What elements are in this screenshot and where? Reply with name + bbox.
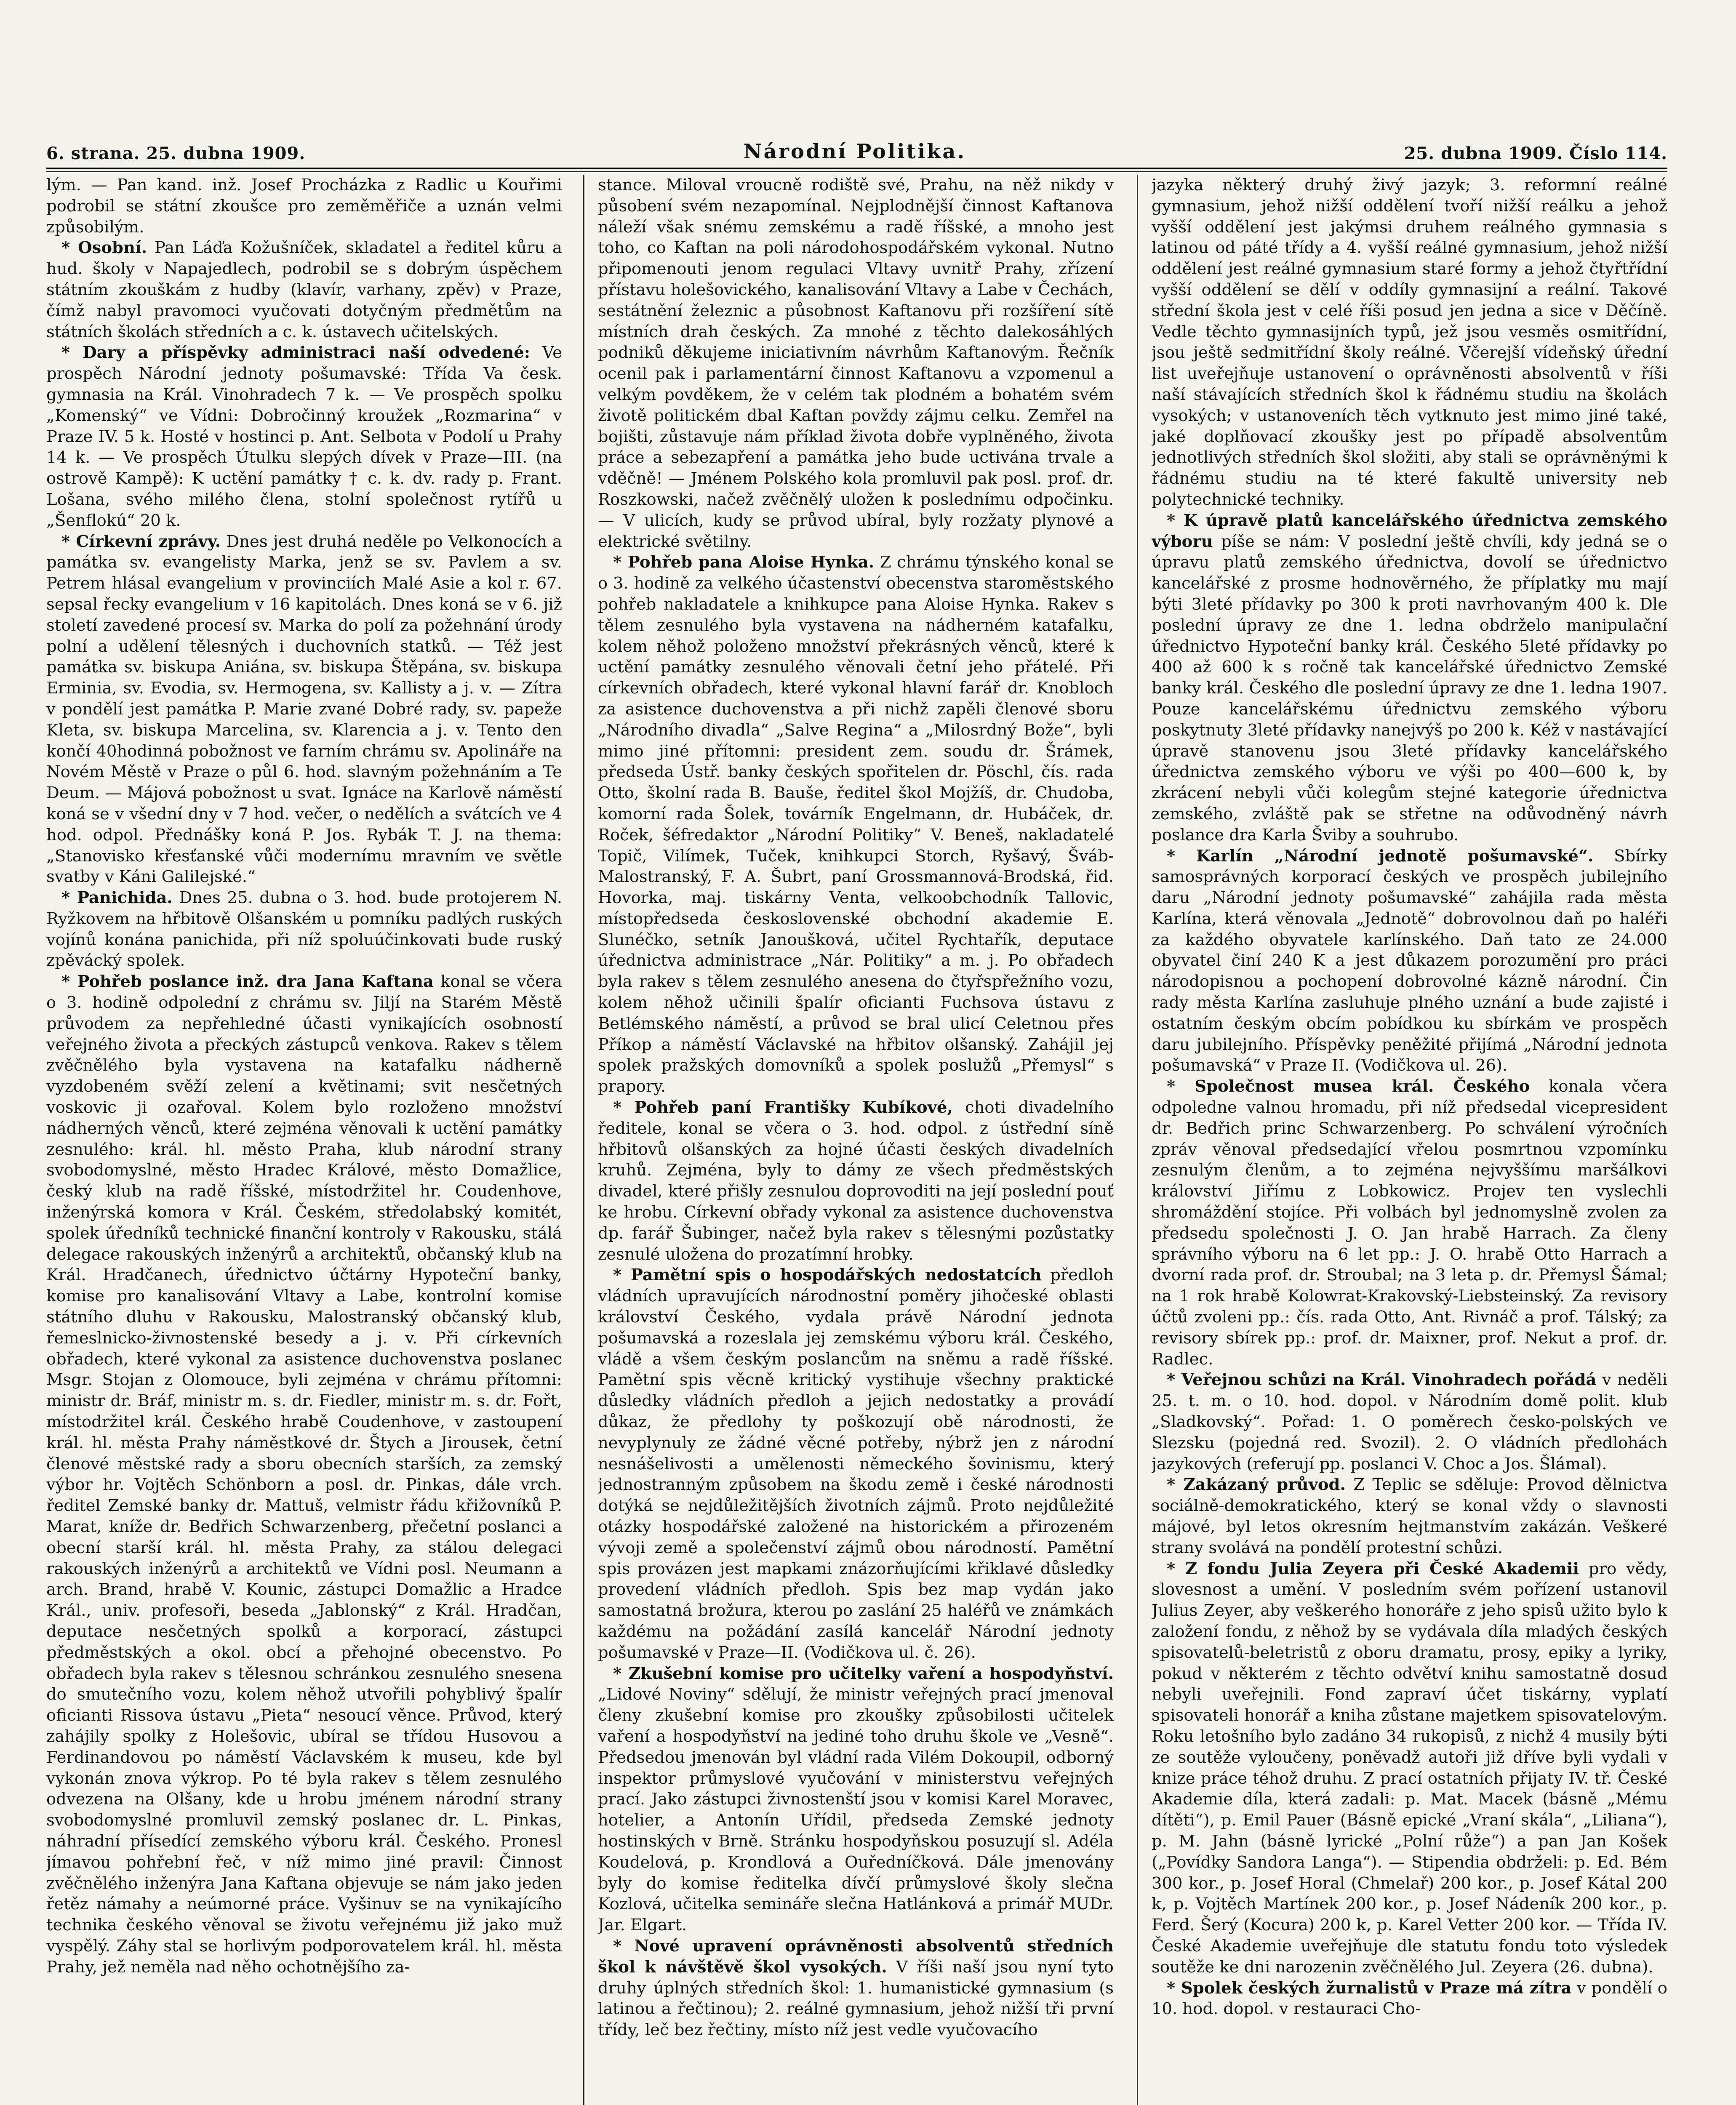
article-heading: * Osobní.	[61, 238, 147, 258]
article-text: konal se včera o 3. hodině odpolední z chrámu sv. Jiljí na Starém Městě průvodem za nepřehledné účasti vynikajících osobností veřejného života a přeckých zástupců venkova. Rakev s tělem zvěčnělého byla vystavena na katafalku nádherně vyzdobeném svěží zelení a květinami; svit nesčetných voskovic ji ozařoval. Kolem bylo rozloženo množství nádherných věnců, které zejména věnovali k uctění památky zesnulého: král. hl. město Praha, klub národní strany svobodomyslné, město Hradec Králové, město Domažlice, český klub na radě říšské, místodržitel hr. Coudenhove, inženýrská komora v Král. Českém, středolabský komitét, spolek úředníků technické finanční kontroly v Rakousku, stálá delegace rakouských inženýrů a architektů, občanský klub na Král. Hradčanech, úřednictvo účtárny Hypoteční banky, komise pro kanalisování Vltavy a Labe, kontrolní komise státního dluhu v Rakousku, Malostranský občanský klub, řemeslnicko-živnostenské besedy a j. v. Při církevních obřadech, které vykonal za asistence duchovenstva poslanec Msgr. Stojan z Olomouce, byli zejména v chrámu přítomni: ministr dr. Bráf, ministr m. s. dr. Fiedler, ministr m. s. dr. Fořt, místodržitel král. Českého hrabě Coudenhove, v zastoupení král. hl. města Prahy náměstkové dr. Štych a Jirousek, četní členové městské rady a sboru obecních starších, za zemský výbor hr. Vojtěch Schönborn a posl. dr. Pinkas, dále vrch. ředitel Zemské banky dr. Mattuš, velmistr řádu křižovníků P. Marat, kníže dr. Bedřich Schwarzenberg, přečetní poslanci a obecní starší král. hl. města Prahy, za stálou delegaci rakouských inženýrů a architektů ve Vídni posl. Neumann a arch. Brand, hrabě V. Kounic, zástupci Domažlic a Hradce Král., univ. profesoři, beseda „Jablonský“ z Král. Hradčan, deputace nesčetných spolků a korporací, zástupci předměstských a okol. obcí a přehojné obecenstvo. Po obřadech byla rakev s tělesnou schránkou zesnulého snesena do smutečního vozu, kolem něhož utvořili pohyblivý špalír oficianti Rissova ústavu „Pieta“ nesoucí věnce. Průvod, který zahájily spolky z Holešovic, ubíral se třídou Husovou a Ferdinandovou po náměstí Václavském k museu, kde byl vykonán znova výkrop. Po té byla rakev s tělem zesnulého odvezena na Olšany, kde u hrobu jménem národní strany svobodomyslné promluvil zemský poslanec dr. L. Pinkas, náhradní přísedící zemského výboru král. Českého. Pronesl jímavou pohřební řeč, v níž mimo jiné pravil: Činnost zvěčnělého inženýra Jana Kaftana objevuje se nám jako jeden řetěz námahy a neúmorné práce. Vyšinuv se na vynikajícího technika českého věnoval se životu veřejnému již jako muž vyspělý. Záhy stal se horlivým podporovatelem král. hl. města Prahy, jež neměla nad něho ochotnějšího za-	[46, 972, 562, 1977]
column-2	[598, 175, 1114, 2105]
article-heading: * Z fondu Julia Zeyera při České Akademii	[1167, 1559, 1579, 1578]
article-heading: * Církevní zprávy.	[61, 532, 221, 551]
page-header	[46, 134, 1667, 163]
article-paragraph	[1152, 1370, 1667, 1474]
article-heading: * Pohřeb pana Aloise Hynka.	[613, 553, 875, 572]
article-paragraph	[1152, 1474, 1667, 1558]
article-text: v pondělí o 10. hod. dopol. v restauraci Cho-	[1152, 1978, 1667, 2019]
header-rule	[46, 168, 1667, 172]
article-text: lým. — Pan kand. inž. Josef Procházka z Radlic u Kouřimi podrobil se státní zkoušce pro zeměměřiče a uznán velmi způsobilým.	[46, 176, 562, 237]
article-paragraph	[598, 1936, 1114, 2041]
article-paragraph	[1152, 1978, 1667, 2020]
article-paragraph	[1152, 1559, 1667, 1978]
article-heading: * Veřejnou schůzi na Král. Vinohradech pořádá	[1167, 1370, 1597, 1390]
article-text: Z Teplic se sděluje: Provod dělnictva sociálně-demokratického, který se konal vždy o slavnosti májové, byl letos okresním hejtmanstvím zakázán. Veškeré strany svolává na pondělí protestní schůzi.	[1152, 1475, 1667, 1557]
article-heading: * Dary a příspěvky administraci naší odvedené:	[61, 343, 530, 362]
article-paragraph	[46, 971, 562, 1977]
article-paragraph	[598, 1097, 1114, 1265]
article-paragraph	[598, 1663, 1114, 1936]
article-heading: * Pohřeb paní Františky Kubíkové,	[613, 1098, 953, 1117]
article-heading: * K úpravě platů kancelářského úřednictva zemského výboru	[1152, 511, 1667, 551]
article-heading: * Společnost musea král. Českého	[1167, 1077, 1530, 1096]
article-paragraph	[598, 552, 1114, 1097]
article-text: Sbírky samosprávných korporací českých ve prospěch jubilejního daru „Národní jednoty pošumavské“ zahájila rada města Karlína, která věnovala „Jednotě“ dobrovolnou daň po haléři za každého obyvatele karlínského. Daň tato ze 24.000 obyvatel činí 240 K a jest důkazem porozumění pro práci národopisnou a pochopení dobrovolné kázně národní. Čin rady města Karlína zasluhuje plného uznání a bude zajisté i ostatním českým obcím pobídkou ku sbírkám ve prospěch daru jubilejního. Příspěvky peněžité přijímá „Národní jednota pošumavská“ v Praze II. (Vodičkova ul. 26).	[1152, 846, 1667, 1075]
article-heading: * Zkušební komise pro učitelky vaření a hospodyňství.	[613, 1664, 1114, 1683]
column-3	[1152, 175, 1667, 2105]
article-heading: * Spolek českých žurnalistů v Praze má zítra	[1167, 1978, 1572, 1998]
article-text: Z chrámu týnského konal se o 3. hodině za velkého účastenství obecenstva staroměstského pohřeb nakladatele a knihkupce pana Aloise Hynka. Rakev s tělem zesnulého byla vystavena na nádherném katafalku, kolem něhož položeno množství překrásných věnců, které k uctění památky zesnulého věnovali četní jeho přátelé. Při církevních obřadech, které vykonal hlavní farář dr. Knobloch za asistence duchovenstva a při nichž zapěli členové sboru „Národního divadla“ „Salve Regina“ a „Milosrdný Bože“, byli mimo jiné přítomni: president zem. soudu dr. Šrámek, předseda Ústř. banky českých spořitelen dr. Pöschl, čís. rada Otto, školní rada B. Bauše, ředitel škol Mojžíš, dr. Chudoba, komorní rada Šolek, továrník Engelmann, dr. Hubáček, dr. Roček, šéfredaktor „Národní Politiky“ V. Beneš, nakladatelé Topič, Vilímek, Tuček, knihkupci Storch, Ryšavý, Šváb-Malostranský, F. A. Šubrt, paní Grossmannová-Brodská, řid. Hovorka, maj. tiskárny Venta, velkoobchodník Tallovic, místopředseda československé obchodní akademie E. Slunéčko, setník Janoušková, učitel Rychtařík, deputace úřednictva administrace „Nár. Politiky“ a m. j. Po obřadech byla rakev s tělem zesnulého anesena do čtyřspřežního vozu, kolem něhož učinili špalír oficianti Fuchsova ústavu z Betlémského náměstí, a průvod se bral ulicí Celetnou přes Příkop a náměstí Václavské na hřbitov olšanský. Zahájil jej spolek pražských domovníků a spolek poslužů „Přemysl“ s prapory.	[598, 553, 1114, 1096]
article-text: Pan Láďa Kožušníček, skladatel a ředitel kůru a hud. školy v Napajedlech, podrobil se s dobrým úspěchem státním zkouškám z hudby (klavír, varhany, zpěv) v Praze, čímž nabyl pravomoci vyučovati dotyčným předmětům na státních školách středních a c. k. ústavech učitelských.	[46, 238, 562, 341]
article-heading: * Nové upravení oprávněnosti absolventů středních škol k návštěvě škol vysokých.	[598, 1936, 1114, 1977]
column-divider	[1137, 175, 1138, 2105]
article-text: jazyka některý druhý živý jazyk; 3. reformní reálné gymnasium, jehož nižší oddělení tvoří nižší reálku a jehož vyšší oddělení jest jakýmsi druhem reálného gymnasia s latinou od páté třídy a 4. vyšší reálné gymnasium, jehož nižší oddělení jest reálné gymnasium staré formy a jehož čtyřtřídní vyšší oddělení se dělí v oddíly gymnasijní a reální. Takové střední škola jest v celé říši posud jen jedna a sice v Děčíně. Vedle těchto gymnasijních typů, jež jsou vesměs osmitřídní, jsou ještě sedmitřídní školy reálné. Včerejší vídeňský úřední list uveřejňuje ustanovení o oprávněnosti absolventů v říši naší stávajících středních škol k řádnému studiu na školách vysokých; v ustanoveních těch vytknuto jest mimo jiné také, jaké doplňovací zkoušky jest po případě absolventům jednotlivých středních škol složiti, aby stali se oprávněnými k řádnému studiu na té které fakultě university neb polytechnické techniky.	[1152, 176, 1667, 509]
article-text: píše se nám: V poslední ještě chvíli, kdy jedná se o úpravu platů zemského úřednictva, dovolí se úřednictvo kancelářské z prosme hodnověrného, že příplatky mu mají býti 3leté přídavky po 300 k proti navrhovaným 400 k. Dle poslední úpravy ze dne 1. ledna obdrželo manipulační úřednictvo Hypoteční banky král. Českého 5leté přídavky po 400 až 600 k s ročně tak kancelářské úřednictvo Zemské banky král. Českého dle poslední úpravy ze dne 1. ledna 1907. Pouze kancelářskému úřednictvu zemského výboru poskytnuty 3leté přídavky nanejvýš po 200 k. Kéž v nastávající úpravě stanovenu jsou 3leté přídavky kancelářského úřednictva zemského výboru ve výši po 400—600 k, by zkrácení nebyli vůči kolegům stejné kategorie úřednictva zemského, zvláště pak se střetne na odůvodněný návrh poslance dra Karla Šviby a souhrubo.	[1152, 532, 1667, 845]
article-paragraph	[46, 887, 562, 971]
article-paragraph	[598, 175, 1114, 552]
article-text: pro vědy, slovesnost a umění. V posledním svém pořízení ustanovil Julius Zeyer, aby veškerého honoráře z jeho spisů užito bylo k založení fondu, z něhož by se vydávala díla mladých českých spisovatelů-beletristů z oboru dramatu, prosy, epiky a lyriky, pokud v některém z těchto odvětví knihu samostatně dosud nebyli uveřejnili. Fond zapraví účet tiskárny, vyplatí spisovateli honorář a kniha zůstane majetkem spisovatelovým. Roku letošního bylo zadáno 34 rukopisů, z nichž 4 musily býti ze soutěže vyloučeny, poněvadž autoři již dříve byli vydali v knize práce téhož druhu. Z prací ostatních přijaty IV. tř. České Akademie díla, která zadali: p. Mat. Macek (básně „Mému dítěti“), p. Emil Pauer (Básně epické „Vraní skála“, „Liliana“), p. M. Jahn (básně lyrické „Polní růže“) a pan Jan Košek („Povídky Sandora Langa“). — Stipendia obdrželi: p. Ed. Bém 300 kor., p. Josef Horal (Chmelař) 200 kor., p. Josef Kátal 200 k, p. Vojtěch Martínek 200 kor., p. Josef Nádeník 200 kor., p. Ferd. Šerý (Kocura) 200 k, p. Karel Vetter 200 kor. — Třída IV. České Akademie uveřejňuje dle statutu fondu toto výsledek soutěže ke dni narozenin zvěčnělého Jul. Zeyera (26. dubna).	[1152, 1559, 1667, 1977]
article-text: Dnes 25. dubna o 3. hod. bude protojerem N. Ryžkovem na hřbitově Olšanském u pomníku padlých ruských vojínů konána panichida, při níž spoluúčinkovati bude ruský zpěvácký spolek.	[46, 888, 562, 970]
article-paragraph	[1152, 846, 1667, 1076]
article-heading: * Karlín „Národní jednotě pošumavské“.	[1167, 846, 1594, 866]
article-text: „Lidové Noviny“ sdělují, že ministr veřejných prací jmenoval členy zkušební komise pro zkoušky způsobilosti učitelek vaření a hospodyňství na jediné toho druhu škole ve „Vesně“. Předsedou jmenován byl vládní rada Vilém Dokoupil, odborný inspektor průmyslové vyučování v ministerstvu veřejných prací. Jako zástupci živnostenští jsou v komisi Karel Moravec, hotelier, a Antonín Uřídil, předseda Zemské jednoty hostinských v Brně. Stránku hospodyňskou posuzují sl. Adéla Koudelová, p. Krondlová a Ouředníčková. Dále jmenovány byly do komise ředitelka dívčí průmyslové školy slečna Kozlová, učitelka semináře slečna Hatlánková a primář MUDr. Jar. Elgart.	[598, 1685, 1114, 1935]
column-divider	[583, 175, 584, 2105]
article-text: stance. Miloval vroucně rodiště své, Prahu, na něž nikdy v působení svém nezapomínal. Nejplodnější činnost Kaftanova náleží však snému zemskému a radě říšské, a mnoho jest toho, co Kaftan na poli národohospodářském vykonal. Nutno připomenouti jenom regulaci Vltavy uvnitř Prahy, zřízení přístavu holešovického, kanalisování Vltavy a Labe v Čechách, sestátnění železnic a působnost Kaftanovu při rozšíření sítě místních drah českých. Za mnohé z těchto dalekosáhlých podniků děkujeme iniciativním návrhům Kaftanovým. Řečník ocenil pak i parlamentární činnost Kaftanovu a vzpomenul a velkým povděkem, že v celém tak plodném a bohatém svém životě politickém dbal Kaftan povždy zájmu celku. Zemřel na bojišti, zůstavuje nám příklad života dobře vyplněného, života práce a sebezapření a památka jeho bude uctivána trvale a vděčně! — Jménem Polského kola promluvil pak posl. prof. dr. Roszkowski, načež zvěčnělý uložen k poslednímu odpočinku. — V ulicích, kudy se průvod ubíral, byly rozžaty plynové a elektrické světilny.	[598, 176, 1114, 551]
article-text: V říši naší jsou nyní tyto druhy úplných středních škol: 1. humanistické gymnasium (s latinou a řečtinou); 2. reálné gymnasium, jehož nižší tři první třídy, leč bez řečtiny, místo níž jest vedle vyučovacího	[598, 1957, 1114, 2040]
newspaper-title: Národní Politika.	[743, 140, 966, 163]
article-paragraph	[598, 1265, 1114, 1663]
article-paragraph	[1152, 510, 1667, 846]
article-paragraph	[46, 175, 562, 237]
article-text: choti divadelního ředitele, konal se včera o 3. hod. odpol. z ústřední síně hřbitovů olšanských za hojné účasti českých divadelních kruhů. Zejména, byly to dámy ze všech předměstských divadel, které přišly zesnulou doprovoditi na její poslední pouť ke hrobu. Církevní obřady vykonal za asistence duchovenstva dp. farář Šubinger, načež byla rakev s tělesnými pozůstatky zesnulé uložena do prozatímní hrobky.	[598, 1098, 1114, 1264]
article-heading: * Zakázaný průvod.	[1167, 1475, 1346, 1495]
header-page-date: 6. strana. 25. dubna 1909.	[46, 144, 306, 163]
article-heading: * Panichida.	[61, 888, 173, 908]
article-paragraph	[46, 531, 562, 888]
column-1	[46, 175, 562, 2105]
article-text: v neděli 25. t. m. o 10. hod. dopol. v Národním domě polit. klub „Sladkovský“. Pořad: 1. O poměrech česko-polských ve Slezsku (pojedná red. Svozil). 2. O vládních předlohách jazykových (referují pp. poslanci V. Choc a Jos. Šlámal).	[1152, 1370, 1667, 1474]
article-text: Ve prospěch Národní jednoty pošumavské: Třída Va česk. gymnasia na Král. Vinohradech 7 k. — Ve prospěch spolku „Komenský“ ve Vídni: Dobročinný kroužek „Rozmarina“ v Praze IV. 5 k. Hosté v hostinci p. Ant. Selbota v Podolí u Prahy 14 k. — Ve prospěch Útulku slepých dívek v Praze—III. (na ostrově Kampě): K uctění památky † c. k. dv. rady p. Frant. Lošana, svého milého člena, stolní společnost rytířů u „Šenflokú“ 20 k.	[46, 343, 562, 530]
article-heading: * Pohřeb poslance inž. dra Jana Kaftana	[61, 972, 434, 991]
article-heading: * Pamětní spis o hospodářských nedostatcích	[613, 1266, 1042, 1285]
article-paragraph	[46, 237, 562, 342]
header-date-issue: 25. dubna 1909. Číslo 114.	[1404, 144, 1667, 163]
article-text: předloh vládních upravujících národnostní poměry jihočeské oblasti království Českého, vydala právě Národní jednota pošumavská a rozeslala jej zemskému výboru král. Českého, vládě a všem českým poslancům na sněmu a radě říšské. Pamětní spis věcně kritický vystihuje všechny praktické důsledky vládních předloh a jejich nedostatky a provádí důkaz, že předlohy ty poškozují obě národnosti, že nevyplynuly ze žádné věcné potřeby, nýbrž jen z národní nesnášelivosti a umělenosti německého šovinismu, který jednostranným způsobem na škodu země i české národnosti dotýká se nejdůležitějších životních zájmů. Proto nejdůležité otázky hospodářské založené na historickém a přirozeném vývoji země a společenství zájmů obou národností. Pamětní spis provázen jest mapkami znázorňujícími křiklavé důsledky provedení vládních předloh. Spis bez map vydán jako samostatná brožura, kterou po zaslání 25 haléřů ve známkách každému na požádání zasílá kancelář Národní jednoty pošumavské v Praze—II. (Vodičkova ul. č. 26).	[598, 1266, 1114, 1662]
article-text: Dnes jest druhá neděle po Velkonocích a památka sv. evangelisty Marka, jenž se sv. Pavlem a sv. Petrem hlásal evangelium v provinciích Malé Asie a kol r. 67. sepsal řecky evangelium v 16 kapitolách. Dnes koná se v 6. již století zavedené procesí sv. Marka do polí za požehnání úrody polní a udělení tělesných i duchovních statků. — Též jest památka sv. biskupa Aniána, sv. biskupa Štěpána, sv. biskupa Erminia, sv. Evodia, sv. Hermogena, sv. Kallisty a j. v. — Zítra v pondělí jest památka P. Marie zvané Dobré rady, sv. papeže Kleta, sv. biskupa Marcelina, sv. Klarencia a j. v. Tento den končí 40hodinná pobožnost ve farním chrámu sv. Apolináře na Novém Městě v Praze o půl 6. hod. slavným požehnáním a Te Deum. — Májová pobožnost u svat. Ignáce na Karlově náměstí koná se v všední dny v 7 hod. večer, o nedělích a svátcích ve 4 hod. odpol. Přednášky koná P. Jos. Rybák T. J. na thema: „Stanovisko křesťanské vůči modernímu mravním ve světle svatby v Káni Galilejské.“	[46, 532, 562, 887]
article-paragraph	[1152, 175, 1667, 510]
article-paragraph	[1152, 1076, 1667, 1370]
article-paragraph	[46, 342, 562, 531]
article-text: konala včera odpoledne valnou hromadu, při níž předsedal vicepresident dr. Bedřich princ Schwarzenberg. Po schválení výročních zpráv věnoval předsedající vřelou posmrtnou vzpomínku zesnulým členům, a to zejména nejvyššímu maršálkovi království Jiřímu z Lobkowicz. Projev ten vyslechli shromáždění stojíce. Při volbách byl jednomyslně zvolen za předsedu společnosti J. O. Jan hrabě Harrach. Za členy správního výboru na 6 let pp.: J. O. hrabě Otto Harrach a dvorní rada prof. dr. Stroubal; na 3 leta p. dr. Přemysl Šámal; na 1 rok hrabě Kolowrat-Krakovský-Liebsteinský. Za revisory účtů zvoleni pp.: čís. rada Otto, Ant. Rivnáč a prof. Tálský; za revisory sbírek pp.: prof. dr. Maixner, prof. Nekut a prof. dr. Radlec.	[1152, 1077, 1667, 1369]
